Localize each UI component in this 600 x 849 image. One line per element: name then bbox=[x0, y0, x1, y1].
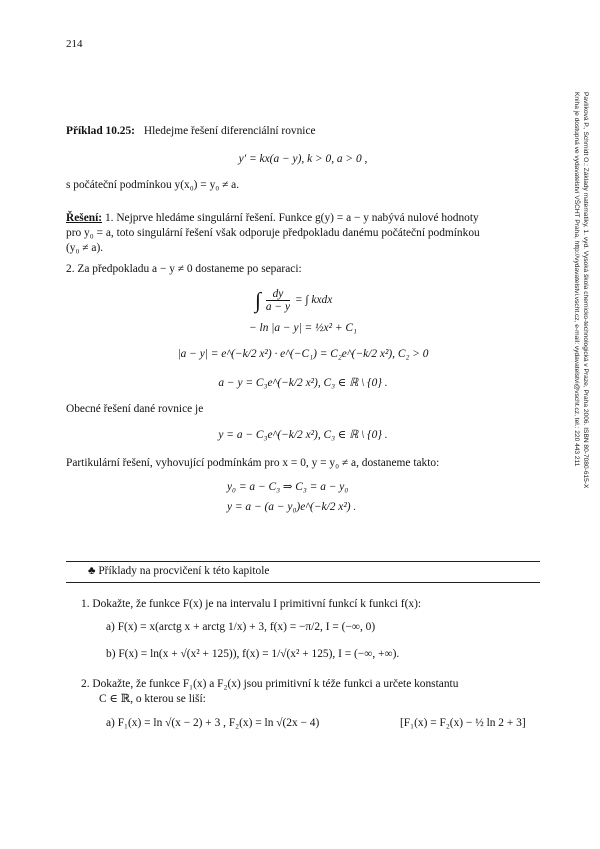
exercise-2-line1: 2. Dokažte, že funkce F₁(x) a F₂(x) jsou primitivní k téže funkci a určete konstantu bbox=[81, 678, 459, 690]
eq-integral-fraction: $\frac{dy}{a - y}$ bbox=[265, 287, 291, 313]
page-number: 214 bbox=[66, 38, 83, 50]
eq-integral bbox=[255, 285, 332, 315]
solution-p1-line2: pro y₀ = a, toto singulární řešení však odporuje předpokladu danému počáteční podmínkou bbox=[66, 227, 480, 239]
example-header bbox=[66, 124, 316, 138]
eq-abs: |a − y| = e^(−k/2 x²) · e^(−C₁) = C₂e^(−k/2 x²), C₂ > 0 bbox=[177, 348, 429, 360]
solution-p1-line1 bbox=[66, 211, 479, 225]
exercise-2a-answer: [F₁(x) = F₂(x) − ½ ln 2 + 3] bbox=[400, 717, 526, 729]
example-label: Příklad 10.25: bbox=[66, 125, 135, 137]
exercise-2a: a) F₁(x) = ln √(x − 2) + 3 , F₂(x) = ln √(2x − 4) bbox=[106, 717, 320, 729]
exercises-top-rule bbox=[66, 561, 540, 562]
solution-label: Řešení: bbox=[66, 212, 103, 224]
solution-p1-line3: (y₀ ≠ a). bbox=[66, 242, 104, 254]
side-note-line1: Pavlíková P., Schmidt O.: Základy matematiky, 1. vyd. Vysoká škola chemicko-technologická v Praze, Praha 2006. ISBN 80-7080-615-X bbox=[582, 92, 589, 489]
side-note bbox=[566, 92, 592, 612]
integral-sign-icon: ∫ bbox=[255, 287, 262, 313]
eq-log: − ln |a − y| = ½x² + C₁ bbox=[249, 322, 357, 334]
solution-p2-intro: 2. Za předpokladu a − y ≠ 0 dostaneme po separaci: bbox=[66, 263, 302, 275]
side-note-line2: Kniha je dostupná ve vydavatelství VŠCHT Praha, http://vydavatelstvi.vscht.cz, e-mail: vydavatelstvi@vscht.cz, tel.: 220 443 211 bbox=[573, 92, 580, 467]
eq-general: y = a − C₃e^(−k/2 x²), C₃ ∈ ℝ \ {0} . bbox=[218, 429, 388, 441]
example-intro: Hledejme řešení diferenciální rovnice bbox=[143, 125, 316, 137]
exercises-header: ♣ Příklady na procvičení k této kapitole bbox=[88, 565, 270, 577]
exercise-1-text: 1. Dokažte, že funkce F(x) je na intervalu I primitivní funkcí k funkci f(x): bbox=[81, 598, 422, 610]
particular-label: Partikulární řešení, vyhovující podmínkám pro x = 0, y = y₀ ≠ a, dostaneme takto: bbox=[66, 457, 440, 469]
exercises-bottom-rule bbox=[66, 582, 540, 583]
exercise-2-line2: C ∈ ℝ, o kterou se liší: bbox=[99, 693, 206, 705]
general-label: Obecné řešení dané rovnice je bbox=[66, 403, 204, 415]
eq-diff: a − y = C₃e^(−k/2 x²), C₃ ∈ ℝ \ {0} . bbox=[218, 377, 388, 389]
example-equation: y′ = kx(a − y), k > 0, a > 0 , bbox=[238, 153, 368, 165]
exercise-1b: b) F(x) = ln(x + √(x² + 125)), f(x) = 1/√(x² + 125), I = (−∞, +∞). bbox=[106, 648, 400, 660]
example-condition: s počáteční podmínkou y(x₀) = y₀ ≠ a. bbox=[66, 179, 240, 191]
eq-integral-right: = ∫ kxdx bbox=[294, 294, 333, 306]
club-suit-icon: ♣ bbox=[88, 565, 96, 577]
eq-part1: y₀ = a − C₃ ⇒ C₃ = a − y₀ bbox=[227, 481, 349, 493]
eq-part2: y = a − (a − y₀)e^(−k/2 x²) . bbox=[227, 501, 357, 513]
solution-p1-text: 1. Nejprve hledáme singulární řešení. Funkce g(y) = a − y nabývá nulové hodnoty bbox=[104, 212, 479, 224]
exercise-1a: a) F(x) = x(arctg x + arctg 1/x) + 3, f(x) = −π/2, I = (−∞, 0) bbox=[106, 621, 376, 633]
